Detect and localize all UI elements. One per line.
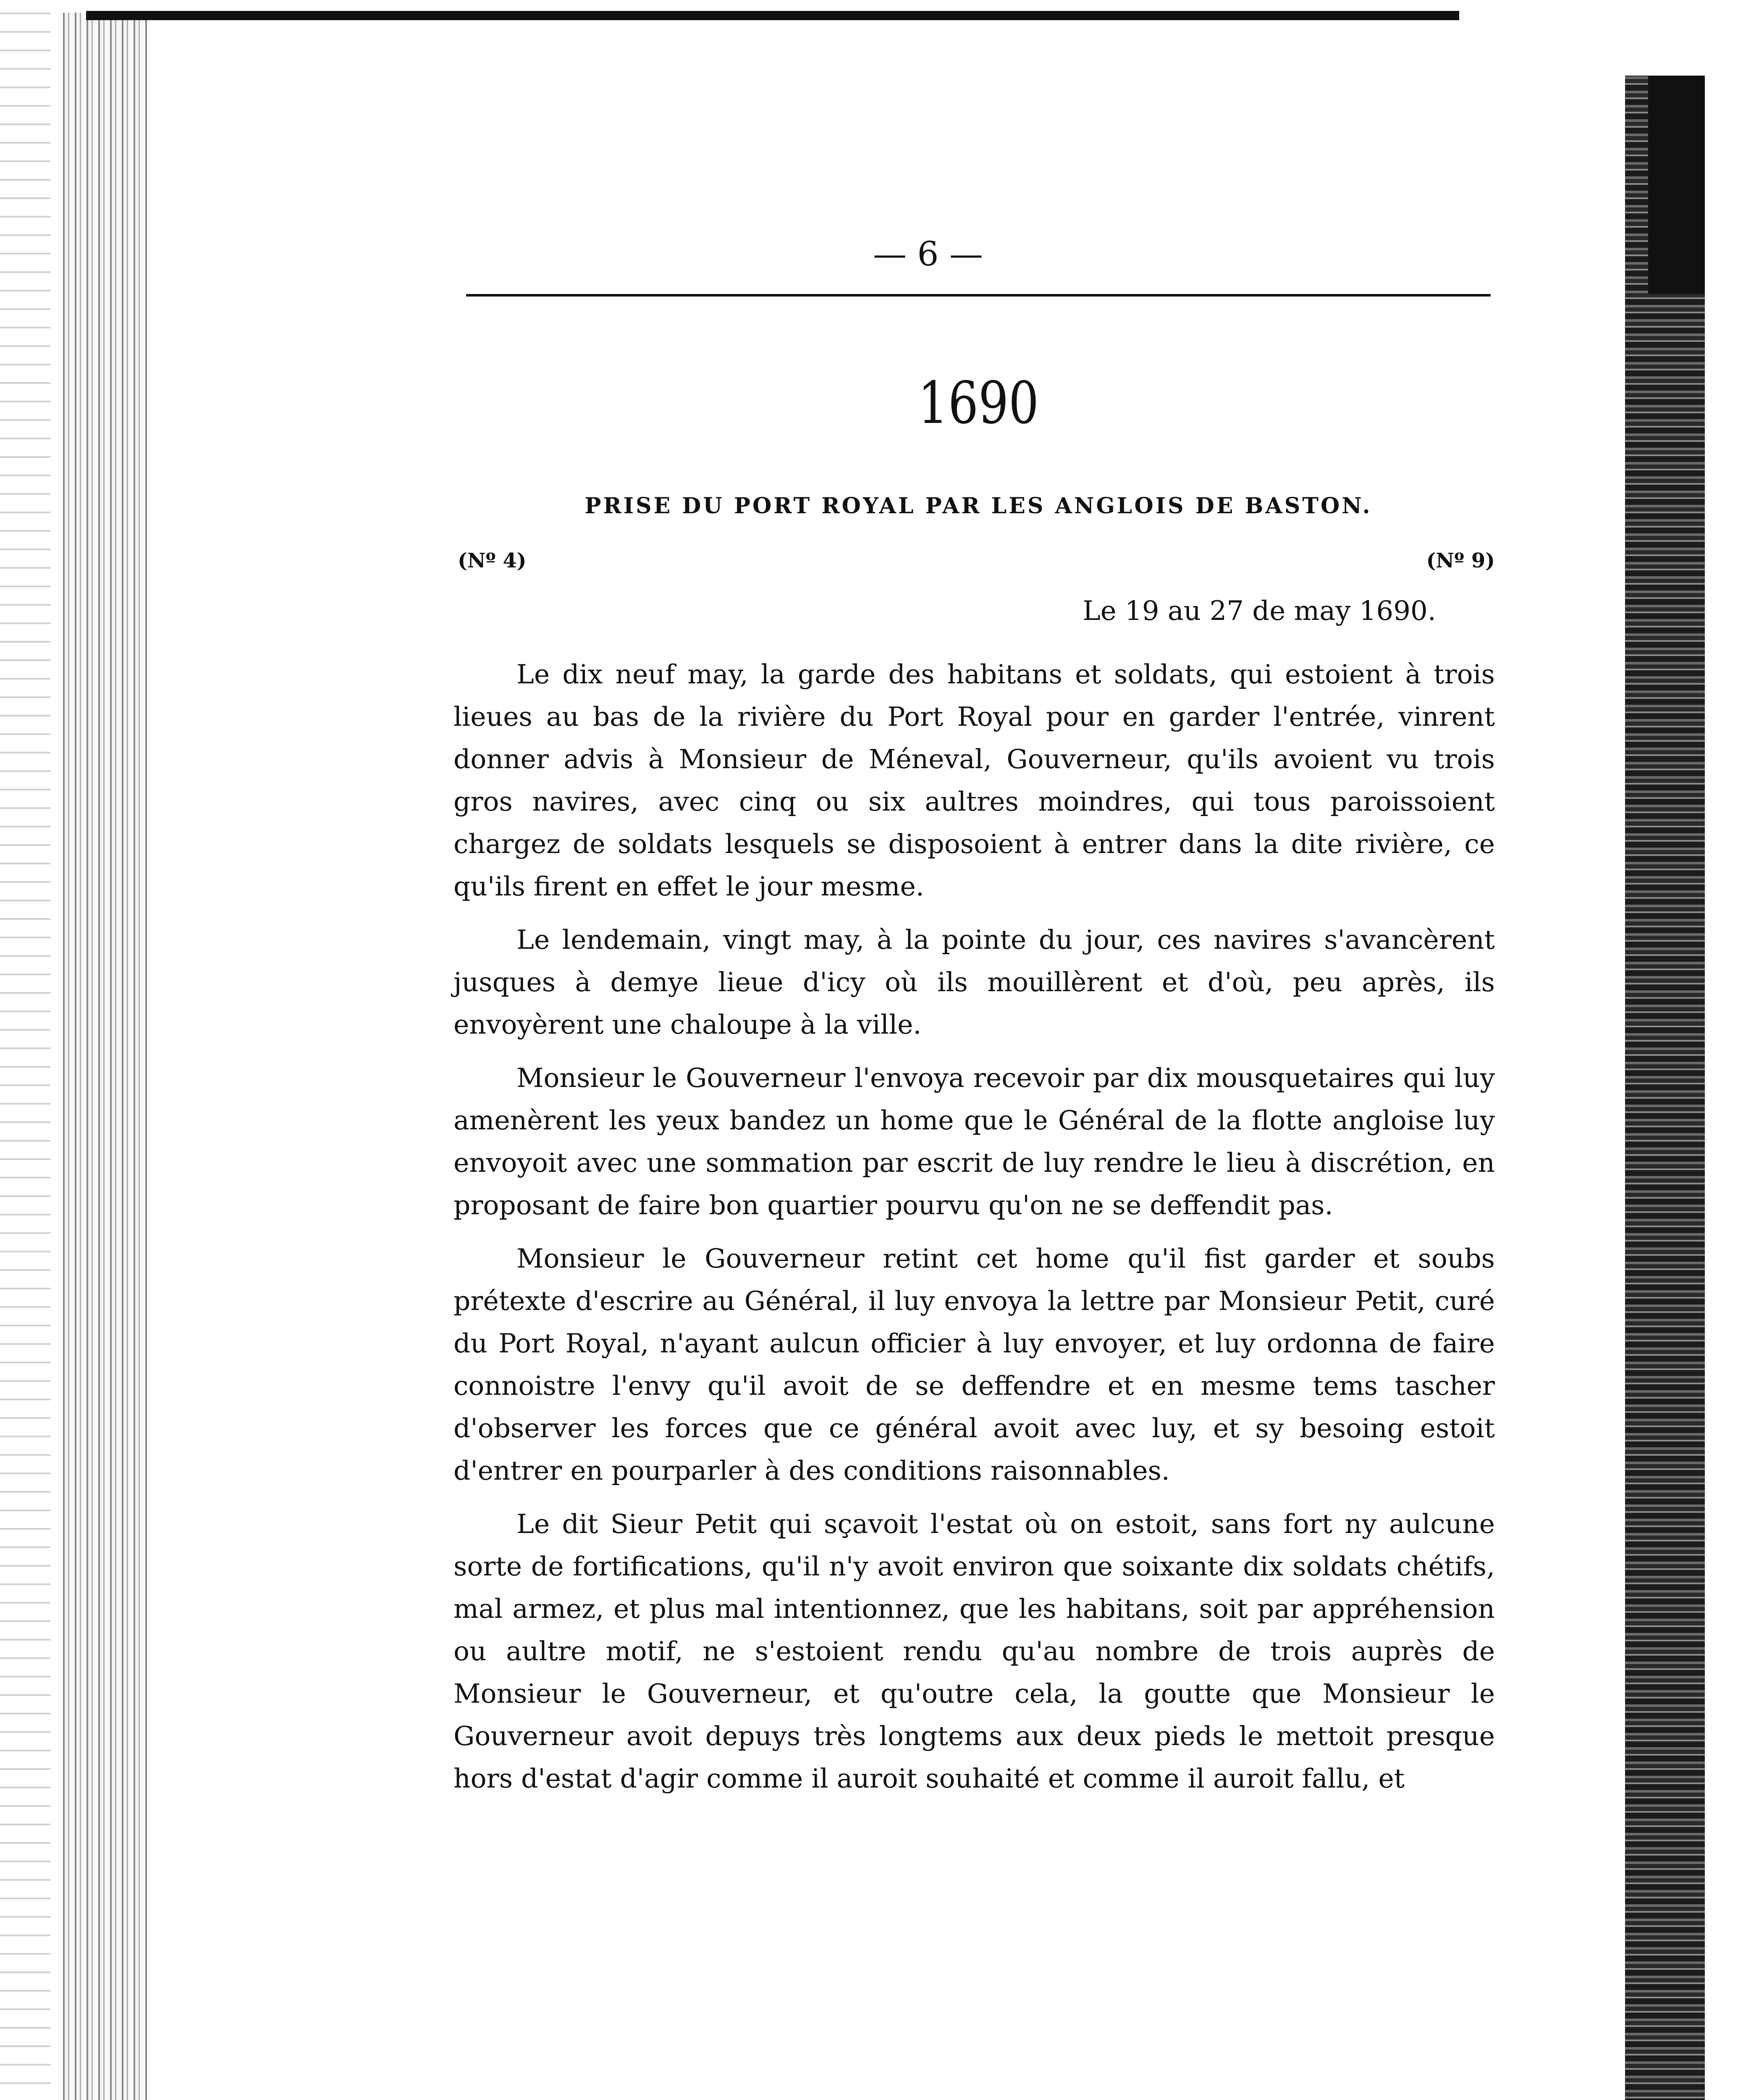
scan-right-edge <box>1625 76 1705 2100</box>
paragraph-2: Le lendemain, vingt may, à la pointe du jour, ces navires s'avancèrent jusques à demye lieue d'icy où ils mouillèrent et d'où, peu après, ils envoyèrent une chaloupe à la ville. <box>454 924 1495 1040</box>
scan-top-border <box>86 11 1459 20</box>
reference-number-right: (Nº 9) <box>1426 549 1495 572</box>
scan-right-edge-dark <box>1648 76 1705 294</box>
paragraph-1: Le dix neuf may, la garde des habitans et soldats, qui estoient à trois lieues au bas de la rivière du Port Royal pour en garder l'entrée, vinrent donner advis à Monsieur de Méneval, Gouverneur, qu'ils avoient vu trois gros navires, avec cinq ou six aultres moindres, qui tous paroissoient chargez de soldats lesquels se disposoient à entrer dans la dite rivière, ce qu'ils firent en effet le jour mesme. <box>454 659 1495 902</box>
paragraph-5: Le dit Sieur Petit qui sçavoit l'estat où on estoit, sans fort ny aulcune sorte de fortifications, qu'il n'y avoit environ que soixante dix soldats chétifs, mal armez, et plus mal intentionnez, que les habitans, soit par appréhension ou aultre motif, ne s'estoient rendu qu'au nombre de trois auprès de Monsieur le Gouverneur, et qu'outre cela, la goutte que Monsieur le Gouverneur avoit depuys très longtems aux deux pieds le mettoit presque hors d'estat d'agir comme il auroit souhaité et comme il auroit fallu, et <box>454 1509 1495 1794</box>
header-rule <box>466 294 1491 297</box>
document-year: 1690 <box>918 369 1039 437</box>
paragraph-3: Monsieur le Gouverneur l'envoya recevoir par dix mousquetaires qui luy amenèrent les yeux bandez un home que le Général de la flotte angloise luy envoyoit avec une sommation par escrit de luy rendre le lieu à discrétion, en proposant de faire bon quartier pourvu qu'on ne se deffendit pas. <box>454 1063 1495 1221</box>
body-text <box>454 653 1495 1811</box>
page-number: — 6 — <box>873 234 983 273</box>
document-date: Le 19 au 27 de may 1690. <box>1083 596 1436 627</box>
scan-binding-shadow <box>63 13 147 2100</box>
reference-number-left: (Nº 4) <box>458 549 527 572</box>
scan-left-edge <box>0 0 50 2100</box>
paragraph-4: Monsieur le Gouverneur retint cet home qu'il fist garder et soubs prétexte d'escrire au Général, il luy envoya la lettre par Monsieur Petit, curé du Port Royal, n'ayant aulcun officier à luy envoyer, et luy ordonna de faire connoistre l'envy qu'il avoit de se deffendre et en mesme tems tascher d'observer les forces que ce général avoit avec luy, et sy besoing estoit d'entrer en pourparler à des conditions raisonnables. <box>454 1243 1495 1486</box>
document-title: PRISE DU PORT ROYAL PAR LES ANGLOIS DE BASTON. <box>585 493 1372 519</box>
